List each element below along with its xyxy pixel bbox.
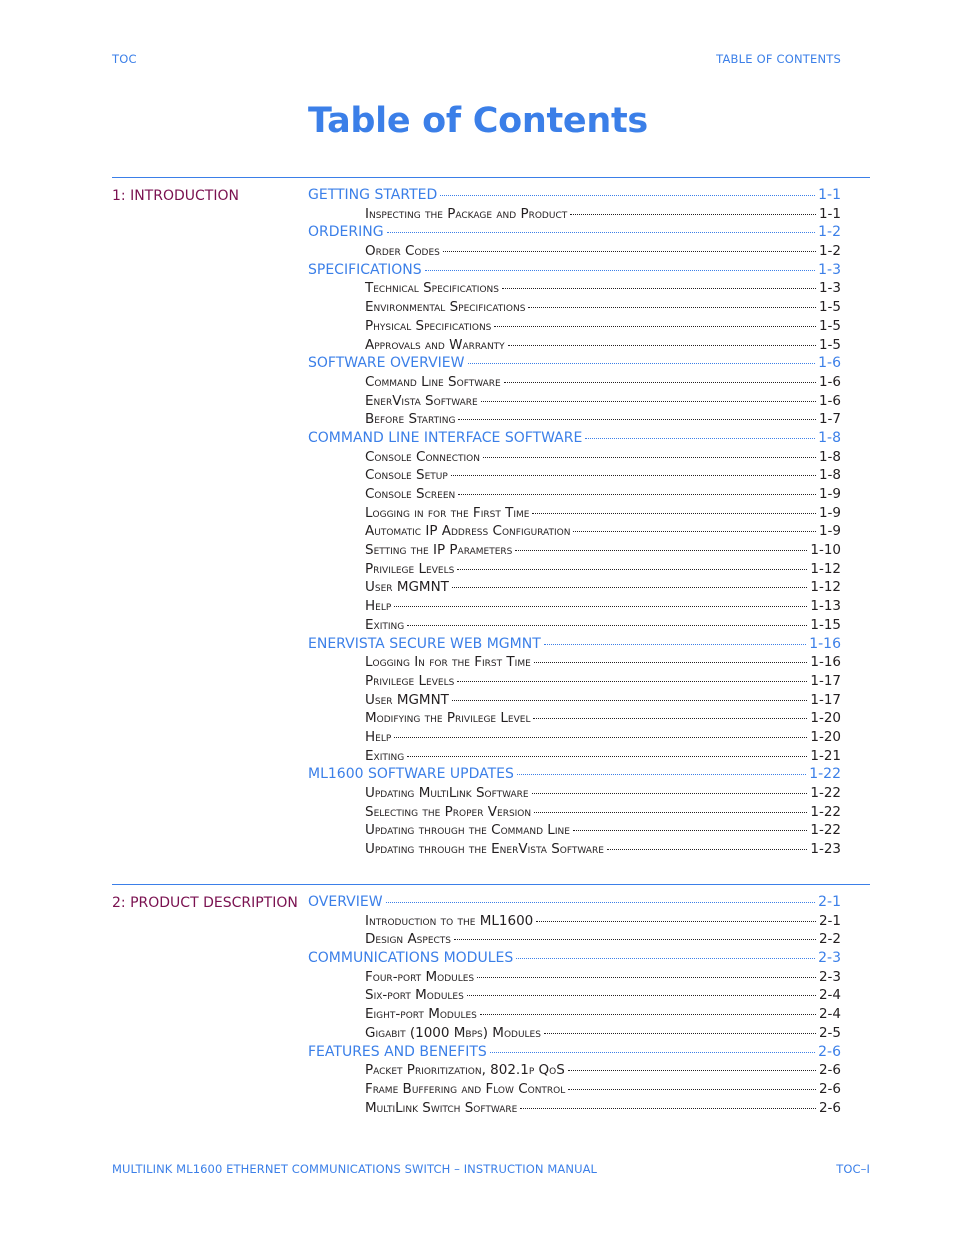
dot-leader <box>568 1089 816 1090</box>
dot-leader <box>477 977 816 978</box>
dot-leader <box>544 644 806 645</box>
toc-entry-page: 2-6 <box>818 1062 841 1079</box>
toc-entry-page: 1-9 <box>818 523 841 540</box>
chapter-1-label: 1: INTRODUCTION <box>112 188 239 204</box>
toc-subsection-entry[interactable] <box>308 748 841 767</box>
dot-leader <box>532 513 815 514</box>
toc-entry-page: 2-1 <box>818 894 841 910</box>
toc-entry-page: 1-22 <box>810 785 841 801</box>
toc-subsection-entry[interactable] <box>308 523 841 542</box>
toc-entry-page: 1-9 <box>818 504 841 521</box>
toc-entry-title: SPECIFICATIONS <box>308 261 422 278</box>
dot-leader <box>454 939 816 940</box>
dot-leader <box>508 345 816 346</box>
toc-entry-page: 1-22 <box>810 803 841 820</box>
dot-leader <box>452 700 807 701</box>
toc-entry-title: Privilege Levels <box>365 672 455 689</box>
dot-leader <box>607 849 807 850</box>
running-header-left: TOC <box>112 52 137 66</box>
toc-entry-page: 1-8 <box>818 467 841 484</box>
toc-entry-page: 1-6 <box>818 355 841 372</box>
toc-entry-title: Six-port Modules <box>365 987 464 1004</box>
toc-section-entry[interactable] <box>308 1044 841 1063</box>
dot-leader <box>468 363 816 364</box>
toc-entry-page: 1-6 <box>818 392 841 409</box>
toc-entry-title: Four-port Modules <box>365 968 475 985</box>
toc-entry-title: Automatic IP Address Configuration <box>365 523 571 540</box>
toc-section-entry[interactable] <box>308 355 841 374</box>
toc-entry-page: 1-13 <box>810 598 841 615</box>
toc-entry-page: 1-9 <box>818 486 841 502</box>
chapter-2-label: 2: PRODUCT DESCRIPTION <box>112 895 298 911</box>
toc-entry-title: Console Setup <box>365 467 448 484</box>
toc-entry-title: Console Screen <box>365 486 456 502</box>
dot-leader <box>520 1108 816 1109</box>
dot-leader <box>387 232 816 233</box>
toc-entry-title: Selecting the Proper Version <box>365 803 532 820</box>
toc-subsection-entry[interactable] <box>308 243 841 262</box>
toc-entry-page: 1-17 <box>810 691 841 708</box>
dot-leader <box>425 270 816 271</box>
dot-leader <box>451 475 816 476</box>
dot-leader <box>458 494 816 495</box>
toc-entry-title: Console Connection <box>365 448 480 465</box>
dot-leader <box>443 251 816 252</box>
dot-leader <box>515 550 807 551</box>
toc-entry-page: 2-6 <box>818 1099 841 1116</box>
toc-subsection-entry[interactable] <box>308 598 841 617</box>
chapter-1-divider <box>112 177 870 178</box>
toc-entry-title: Setting the IP Parameters <box>365 542 513 559</box>
toc-subsection-entry[interactable] <box>308 673 841 692</box>
toc-entry-title: COMMAND LINE INTERFACE SOFTWARE <box>308 429 583 446</box>
dot-leader <box>517 774 806 775</box>
toc-entry-page: 2-3 <box>818 968 841 985</box>
toc-section-entry[interactable] <box>308 187 841 206</box>
toc-subsection-entry[interactable] <box>308 822 841 841</box>
toc-entry-title: Packet Prioritization, 802.1p QoS <box>365 1062 565 1079</box>
toc-subsection-entry[interactable] <box>308 411 841 430</box>
dot-leader <box>407 625 807 626</box>
toc-section-entry[interactable] <box>308 766 841 785</box>
toc-entry-page: 2-5 <box>818 1024 841 1041</box>
toc-entry-page: 1-22 <box>810 822 841 839</box>
toc-subsection-entry[interactable] <box>308 1081 841 1100</box>
dot-leader <box>568 1070 816 1071</box>
toc-entry-page: 1-1 <box>818 205 841 222</box>
toc-entry-page: 2-4 <box>818 1006 841 1023</box>
toc-subsection-entry[interactable] <box>308 913 841 932</box>
dot-leader <box>481 401 816 402</box>
toc-entry-title: Eight-port Modules <box>365 1006 477 1023</box>
toc-section-entry[interactable] <box>308 894 841 913</box>
toc-entry-title: Command Line Software <box>365 373 501 390</box>
toc-subsection-entry[interactable] <box>308 804 841 823</box>
toc-entry-page: 1-23 <box>810 841 841 858</box>
toc-entry-page: 1-8 <box>818 448 841 465</box>
dot-leader <box>573 531 815 532</box>
dot-leader <box>490 1052 815 1053</box>
toc-entry-page: 1-3 <box>818 261 841 278</box>
toc-entry-page: 1-12 <box>810 560 841 577</box>
dot-leader <box>544 1033 816 1034</box>
toc-entry-title: Inspecting the Package and Product <box>365 205 568 222</box>
toc-subsection-entry[interactable] <box>308 617 841 636</box>
toc-entry-page: 1-2 <box>818 243 841 260</box>
dot-leader <box>533 718 807 719</box>
toc-entry-page: 1-16 <box>809 635 841 652</box>
dot-leader <box>452 587 807 588</box>
dot-leader <box>504 382 816 383</box>
toc-subsection-entry[interactable] <box>308 1100 841 1119</box>
dot-leader <box>467 995 816 996</box>
toc-subsection-entry[interactable] <box>308 337 841 356</box>
toc-entry-page: 1-5 <box>818 299 841 316</box>
toc-section-entry[interactable] <box>308 262 841 281</box>
dot-leader <box>502 288 816 289</box>
chapter-2-toc <box>308 894 841 1118</box>
dot-leader <box>532 793 808 794</box>
toc-entry-page: 1-15 <box>810 616 841 633</box>
toc-entry-title: FEATURES AND BENEFITS <box>308 1043 487 1060</box>
toc-entry-page: 1-6 <box>818 373 841 390</box>
toc-entry-page: 1-2 <box>818 224 841 241</box>
toc-entry-title: Frame Buffering and Flow Control <box>365 1080 566 1097</box>
toc-entry-title: Design Aspects <box>365 931 452 948</box>
toc-entry-page: 1-16 <box>810 654 841 671</box>
toc-entry-title: ENERVISTA SECURE WEB MGMNT <box>308 635 541 652</box>
toc-entry-page: 1-17 <box>810 672 841 689</box>
toc-entry-title: Gigabit (1000 Mbps) Modules <box>365 1024 541 1041</box>
toc-subsection-entry[interactable] <box>308 505 841 524</box>
toc-subsection-entry[interactable] <box>308 206 841 225</box>
toc-subsection-entry[interactable] <box>308 542 841 561</box>
toc-subsection-entry[interactable] <box>308 931 841 950</box>
chapter-1-toc <box>308 187 841 860</box>
dot-leader <box>407 756 807 757</box>
toc-entry-title: OVERVIEW <box>308 894 383 910</box>
toc-subsection-entry[interactable] <box>308 987 841 1006</box>
toc-entry-title: User MGMNT <box>365 691 449 708</box>
dot-leader <box>516 958 815 959</box>
toc-subsection-entry[interactable] <box>308 729 841 748</box>
toc-entry-title: MultiLink Switch Software <box>365 1099 518 1116</box>
dot-leader <box>440 195 815 196</box>
toc-entry-title: Privilege Levels <box>365 560 455 577</box>
toc-subsection-entry[interactable] <box>308 318 841 337</box>
toc-subsection-entry[interactable] <box>308 1006 841 1025</box>
toc-entry-page: 1-8 <box>818 429 841 446</box>
dot-leader <box>386 902 816 903</box>
toc-entry-page: 1-3 <box>818 280 841 297</box>
dot-leader <box>585 438 815 439</box>
toc-entry-title: Technical Specifications <box>365 280 499 297</box>
toc-entry-title: GETTING STARTED <box>308 187 438 203</box>
toc-section-entry[interactable] <box>308 224 841 243</box>
toc-entry-page: 2-6 <box>818 1043 841 1060</box>
toc-entry-page: 1-12 <box>810 579 841 596</box>
chapter-2-divider <box>112 884 870 885</box>
dot-leader <box>528 307 815 308</box>
toc-entry-title: Introduction to the ML1600 <box>365 912 534 929</box>
dot-leader <box>394 606 807 607</box>
toc-entry-page: 2-4 <box>818 987 841 1004</box>
toc-entry-title: Environmental Specifications <box>365 299 526 316</box>
toc-subsection-entry[interactable] <box>308 486 841 505</box>
toc-entry-title: COMMUNICATIONS MODULES <box>308 950 514 967</box>
toc-section-entry[interactable] <box>308 430 841 449</box>
toc-subsection-entry[interactable] <box>308 393 841 412</box>
toc-entry-page: 1-5 <box>818 336 841 353</box>
toc-subsection-entry[interactable] <box>308 374 841 393</box>
dot-leader <box>394 737 807 738</box>
toc-section-entry[interactable] <box>308 636 841 655</box>
toc-entry-page: 1-22 <box>809 766 841 783</box>
toc-entry-page: 2-2 <box>818 931 841 948</box>
toc-entry-page: 2-1 <box>818 912 841 929</box>
toc-entry-title: Modifying the Privilege Level <box>365 710 531 727</box>
toc-entry-page: 2-3 <box>818 950 841 967</box>
toc-entry-title: Exiting <box>365 747 405 764</box>
dot-leader <box>458 419 816 420</box>
toc-subsection-entry[interactable] <box>308 710 841 729</box>
toc-entry-title: ML1600 SOFTWARE UPDATES <box>308 766 514 783</box>
toc-subsection-entry[interactable] <box>308 1062 841 1081</box>
toc-subsection-entry[interactable] <box>308 785 841 804</box>
dot-leader <box>457 569 807 570</box>
dot-leader <box>573 830 807 831</box>
toc-entry-title: Help <box>365 598 392 615</box>
toc-entry-page: 1-20 <box>810 728 841 745</box>
page-title: Table of Contents <box>308 101 648 141</box>
dot-leader <box>536 921 816 922</box>
toc-subsection-entry[interactable] <box>308 280 841 299</box>
toc-subsection-entry[interactable] <box>308 467 841 486</box>
toc-entry-title: Approvals and Warranty <box>365 336 505 353</box>
dot-leader <box>457 681 807 682</box>
toc-entry-title: Physical Specifications <box>365 317 492 334</box>
toc-entry-title: User MGMNT <box>365 579 449 596</box>
toc-entry-title: Help <box>365 728 392 745</box>
toc-section-entry[interactable] <box>308 950 841 969</box>
toc-entry-title: SOFTWARE OVERVIEW <box>308 355 465 372</box>
toc-entry-title: Order Codes <box>365 243 440 260</box>
toc-entry-page: 1-5 <box>818 317 841 334</box>
toc-entry-page: 1-10 <box>810 542 841 559</box>
toc-subsection-entry[interactable] <box>308 841 841 860</box>
dot-leader <box>480 1014 816 1015</box>
toc-entry-title: EnerVista Software <box>365 392 478 409</box>
toc-entry-page: 1-7 <box>818 411 841 428</box>
toc-entry-title: Before Starting <box>365 411 456 428</box>
toc-subsection-entry[interactable] <box>308 299 841 318</box>
dot-leader <box>534 662 808 663</box>
footer-manual-title: MULTILINK ML1600 ETHERNET COMMUNICATIONS SWITCH – INSTRUCTION MANUAL <box>112 1162 598 1176</box>
toc-entry-title: Logging In for the First Time <box>365 654 531 671</box>
running-header-right: TABLE OF CONTENTS <box>716 52 841 66</box>
dot-leader <box>483 457 816 458</box>
toc-entry-title: Logging in for the First Time <box>365 504 530 521</box>
toc-subsection-entry[interactable] <box>308 561 841 580</box>
toc-subsection-entry[interactable] <box>308 449 841 468</box>
footer-page-number: TOC–I <box>836 1162 870 1176</box>
toc-subsection-entry[interactable] <box>308 692 841 711</box>
toc-subsection-entry[interactable] <box>308 579 841 598</box>
dot-leader <box>494 326 816 327</box>
toc-entry-page: 1-20 <box>810 710 841 727</box>
toc-entry-page: 1-21 <box>810 747 841 764</box>
toc-entry-title: Updating through the Command Line <box>365 822 570 839</box>
toc-entry-title: Updating through the EnerVista Software <box>365 841 604 858</box>
toc-entry-page: 1-1 <box>818 187 841 203</box>
toc-entry-title: Updating MultiLink Software <box>365 785 529 801</box>
toc-subsection-entry[interactable] <box>308 969 841 988</box>
toc-entry-page: 2-6 <box>818 1080 841 1097</box>
toc-entry-title: ORDERING <box>308 224 384 241</box>
dot-leader <box>534 812 807 813</box>
dot-leader <box>570 214 816 215</box>
toc-entry-title: Exiting <box>365 616 405 633</box>
toc-subsection-entry[interactable] <box>308 654 841 673</box>
toc-subsection-entry[interactable] <box>308 1025 841 1044</box>
